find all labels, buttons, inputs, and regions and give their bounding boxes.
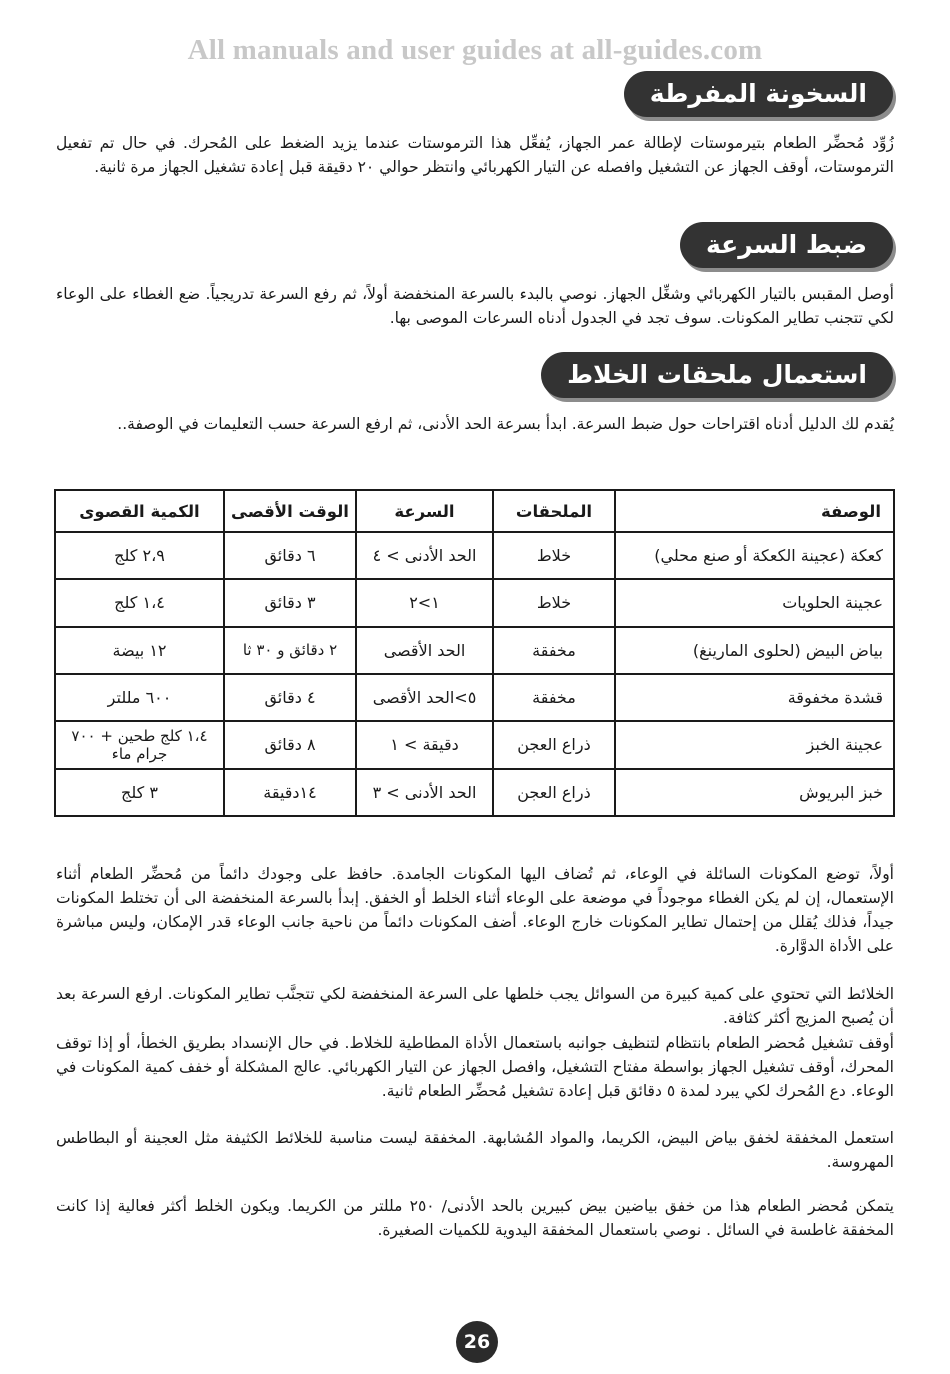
header-max-quantity: الكمية القصوى: [55, 490, 224, 532]
header-recipe: الوصفة: [615, 490, 894, 532]
cell-max-time: ٤ دقائق: [224, 674, 356, 721]
cell-max-quantity: ١٢ بيضة: [55, 627, 224, 674]
cell-speed: ٥>الحد الأقصى: [356, 674, 493, 721]
cell-speed: الحد الأدنى > ٤: [356, 532, 493, 579]
table-header-row: [55, 490, 894, 532]
table-row: [55, 721, 894, 768]
cell-max-time: ١٤دقيقة: [224, 769, 356, 816]
attachments-text: يُقدم لك الدليل أدناه اقتراحات حول ضبط السرعة. ابدأ بسرعة الحد الأدنى، ثم ارفع السرعة حسب التعليمات في الوصفة..: [117, 415, 894, 433]
heading-attachments: استعمال ملحقات الخلاط: [541, 352, 893, 398]
page-number: 26: [456, 1321, 498, 1363]
heading-overheating: السخونة المفرطة: [624, 71, 893, 117]
watermark: All manuals and user guides at all-guides.com: [187, 34, 763, 66]
cell-attachment: ذراع العجن: [493, 769, 615, 816]
cell-recipe: قشدة مخفوقة: [615, 674, 894, 721]
header-max-time: الوقت الأقصى: [224, 490, 356, 532]
cell-max-time: ٨ دقائق: [224, 721, 356, 768]
header-attachment: الملحقات: [493, 490, 615, 532]
cell-attachment: مخفقة: [493, 674, 615, 721]
cell-speed: الحد الأدنى > ٣: [356, 769, 493, 816]
cell-max-quantity: ٣ كلج: [55, 769, 224, 816]
table-row: [55, 674, 894, 721]
speed-table: [54, 489, 895, 817]
body-paragraph: الخلائط التي تحتوي على كمية كبيرة من السوائل يجب خلطها على السرعة المنخفضة لكي تتجنَّب تطاير المكونات. ارفع السرعة بعد أن يُصبح المزيج أكثر كثافة.: [56, 985, 894, 1027]
table-row: [55, 769, 894, 816]
cell-attachment: خلاط: [493, 532, 615, 579]
overheating-text: زُوِّد مُحضِّر الطعام بتيرموستات لإطالة عمر الجهاز، يُفعِّل هذا الترموستات عندما يزيد الضغط على المُحرك. في حال تم تفعيل الترموستات، أوقف الجهاز عن التشغيل وافصله عن التيار الكهربائي وانتظر حوالي ٢٠ دقيقة قبل إعادة تشغيل الجهاز مرة ثانية.: [56, 134, 894, 176]
cell-max-time: ٣ دقائق: [224, 579, 356, 626]
cell-speed: ١>٢: [356, 579, 493, 626]
cell-recipe: عجينة الحلويات: [615, 579, 894, 626]
cell-recipe: بياض البيض (لحلوى المارينغ): [615, 627, 894, 674]
cell-recipe: كعكة (عجينة الكعكة أو صنع محلي): [615, 532, 894, 579]
cell-speed: الحد الأقصى: [356, 627, 493, 674]
table-row: [55, 627, 894, 674]
cell-recipe: خبز البريوش: [615, 769, 894, 816]
cell-speed: دقيقة > ١: [356, 721, 493, 768]
speed-control-text: أوصل المقبس بالتيار الكهربائي وشغِّل الجهاز. نوصي بالبدء بالسرعة المنخفضة أولاً، ثم رفع السرعة تدريجياً. ضع الغطاء على الوعاء لكي تتجنب تطاير المكونات. سوف تجد في الجدول أدناه السرعات الموصى بها.: [56, 285, 894, 327]
cell-max-quantity: ١،٤ كلج طحين + ٧٠٠ جرام ماء: [55, 721, 224, 768]
cell-recipe: عجينة الخبز: [615, 721, 894, 768]
body-paragraph: يتمكن مُحضر الطعام هذا من خفق بياضين بيض كبيرين بالحد الأدنى/ ٢٥٠ مللتر من الكريما. ويكون الخلط أكثر فعالية إذا كانت المخفقة غاطسة في السائل . نوصي باستعمال المخفقة اليدوية للكميات الصغيرة.: [56, 1197, 894, 1239]
heading-speed-control: ضبط السرعة: [680, 222, 893, 268]
cell-attachment: خلاط: [493, 579, 615, 626]
header-speed: السرعة: [356, 490, 493, 532]
table-row: [55, 579, 894, 626]
table-row: [55, 532, 894, 579]
cell-attachment: مخفقة: [493, 627, 615, 674]
cell-max-quantity: ٢،٩ كلج: [55, 532, 224, 579]
cell-max-time: ٢ دقائق و ٣٠ ثا: [224, 627, 356, 674]
body-paragraph: أولاً، توضع المكونات السائلة في الوعاء، ثم تُضاف اليها المكونات الجامدة. حافظ على وجودك دائماً من مُحضِّر الطعام أثناء الإستعمال، إن لم يكن الغطاء موجوداً في موضعة على الوعاء أثناء الخلط أو الخفق. إبدأ بالسرعة المنخفضة الى أن تختلط المكونات جيداً، فذلك يُقلل من إحتمال تطاير المكونات خارج الوعاء. أضف المكونات دائماً من ناحية جانب الوعاء قدر الإمكان، وليس مباشرة على الأداة الدوَّارة.: [56, 865, 894, 955]
cell-max-time: ٦ دقائق: [224, 532, 356, 579]
body-paragraph: استعمل المخفقة لخفق بياض البيض، الكريما، والمواد المُشابهة. المخفقة ليست مناسبة للخلائط الكثيفة مثل العجينة أو البطاطس المهروسة.: [56, 1129, 894, 1171]
cell-attachment: ذراع العجن: [493, 721, 615, 768]
body-paragraph: أوقف تشغيل مُحضر الطعام بانتظام لتنظيف جوانبه باستعمال الأداة المطاطية للخلاط. في حال الإنسداد بطريق الخطأ، أو إذا توقف المحرك، أوقف تشغيل الجهاز بواسطة مفتاح التشغيل، وافصل الجهاز عن التيار الكهربائي. عالج المشكلة أو خفف كمية المكونات في الوعاء. دع المُحرك لكي يبرد لمدة ٥ دقائق قبل إعادة تشغيل مُحضِّر الطعام ثانية.: [56, 1034, 894, 1100]
cell-max-quantity: ٦٠٠ مللتر: [55, 674, 224, 721]
cell-max-quantity: ١،٤ كلج: [55, 579, 224, 626]
